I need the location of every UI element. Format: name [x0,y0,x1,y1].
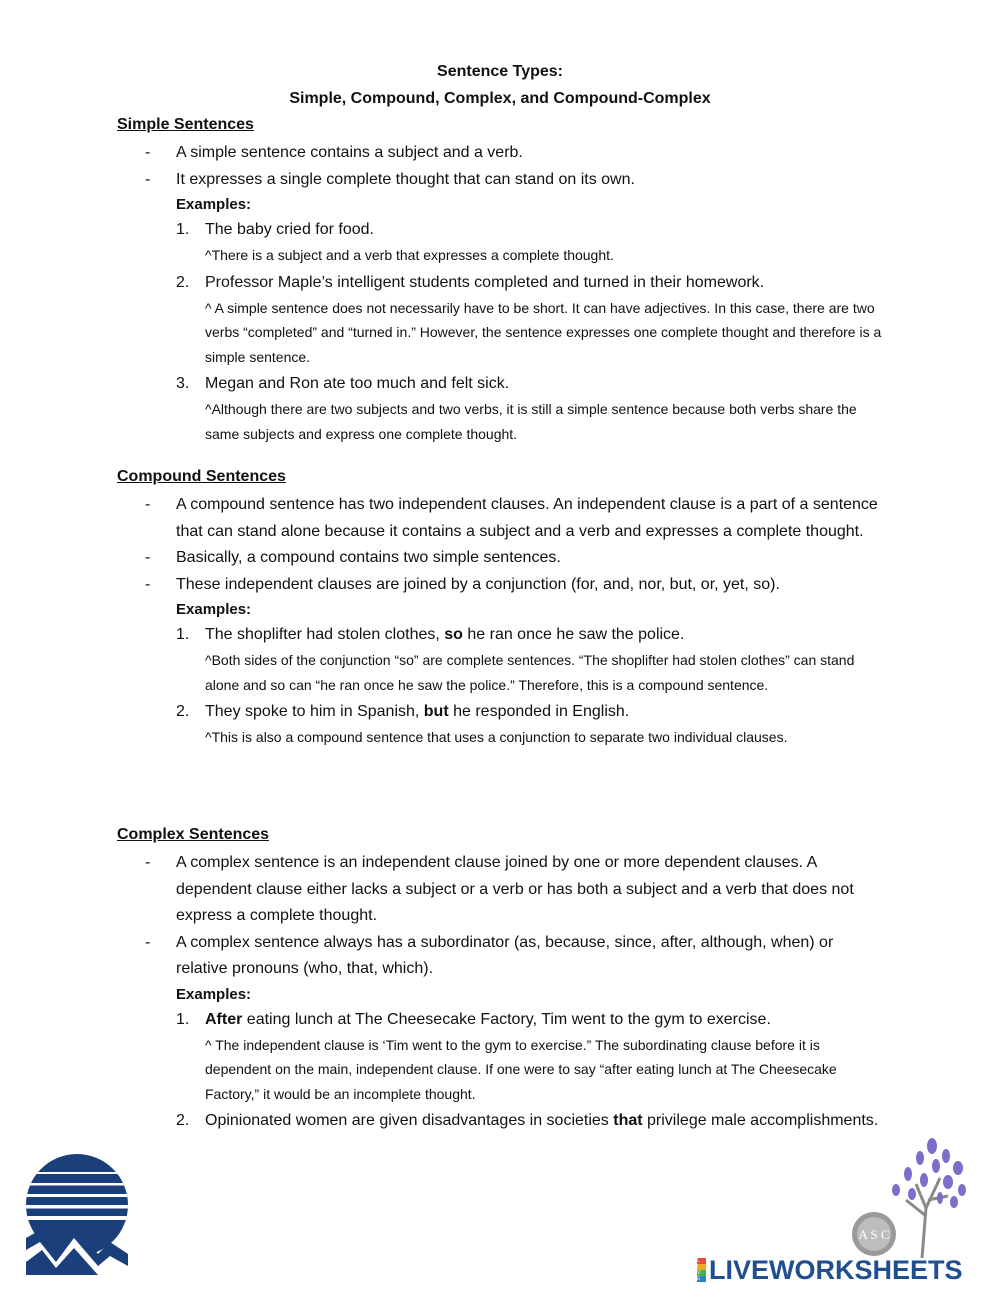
example-number: 1. [176,626,190,643]
example-item [117,270,887,296]
subordinator-word: After [205,1010,243,1028]
example-text: The baby cried for food. [205,221,374,238]
bullet-item: - A complex sentence always has a subordinator (as, because, since, after, although, when) or relative pronouns (who, that, which). [145,933,834,977]
live-box: L [697,1258,706,1264]
conjunction-word: but [423,703,449,720]
asc-logo-text: A S C [858,1227,890,1242]
example-number: 1. [176,221,190,238]
bullet-text: These independent clauses are joined by a conjunction (for, and, nor, but, or, yet, so). [176,575,780,593]
example-text-after: privilege male accomplishments. [642,1112,879,1129]
example-item [117,622,887,648]
bullet-item: - A complex sentence is an independent clause joined by one or more dependent clauses. A dependent clause either lacks a subject or a verb or has both a subject and a verb that does not express a complete thought. [145,854,854,924]
section-heading-simple: Simple Sentences [117,116,254,133]
bullet-text: It expresses a single complete thought that can stand on its own. [176,170,635,188]
example-item [117,699,887,725]
live-box: I [697,1264,706,1270]
relative-pronoun-word: that [613,1112,643,1129]
section-simple [117,114,887,448]
example-text-after: he responded in English. [448,703,630,720]
section-complex [117,824,887,1134]
example-number: 3. [176,375,190,392]
tree-asc-logo [836,1138,972,1258]
example-item [117,1108,887,1134]
section-heading-complex: Complex Sentences [117,826,270,843]
example-text-after: he ran once he saw the police. [462,626,685,643]
example-note: ^This is also a compound sentence that uses a conjunction to separate two individual clauses. [205,729,788,745]
bullet-item: - It expresses a single complete thought that can stand on its own. [145,170,635,188]
example-text: Professor Maple’s intelligent students completed and turned in their homework. [205,273,765,291]
examples-label: Examples: [176,985,252,1003]
bullet-item: - A compound sentence has two independent clauses. An independent clause is a part of a sentence that can stand alone because it contains a subject and a verb and expresses a complete thought. [145,496,878,540]
example-item [117,371,887,397]
live-color-boxes [697,1258,706,1282]
live-box: V [697,1270,706,1276]
example-note: ^ The independent clause is ‘Tim went to the gym to exercise.” The subordinating clause before it is dependent on the main, independent clause. If one were to say “after eating lunch at The Cheesecake Factory,” it would be an incomplete thought. [205,1036,837,1102]
liveworksheets-brand [697,1255,963,1285]
example-note: ^Both sides of the conjunction “so” are complete sentences. “The shoplifter had stolen clothes” can stand alone and so can “he ran once he saw the police.” Therefore, this is a compound sentence. [205,652,855,693]
examples-label: Examples: [176,196,252,213]
conjunction-word: so [444,626,463,643]
section-heading-compound: Compound Sentences [117,468,286,485]
example-text: Megan and Ron ate too much and felt sick. [205,375,510,392]
examples-label: Examples: [176,601,252,618]
example-number: 1. [176,1010,190,1028]
title-line-2: Simple, Compound, Complex, and Compound-Complex [289,90,711,107]
example-item [117,1007,887,1033]
bullet-item: - Basically, a compound contains two simple sentences. [145,549,561,566]
example-number: 2. [176,703,190,720]
brand-wordmark: LIVEWORKSHEETS [709,1254,963,1285]
bullet-text: A complex sentence is an independent clause joined by one or more dependent clauses. A dependent clause either lacks a subject or a verb or has both a subject and a verb that does not express a complete thought. [176,854,854,924]
live-box: E [697,1276,706,1282]
example-text-before: Opinionated women are given disadvantages in societies [205,1112,614,1129]
example-item [117,217,887,243]
section-compound [117,466,887,752]
example-note: ^There is a subject and a verb that expresses a complete thought. [205,247,614,263]
example-note: ^Although there are two subjects and two verbs, it is still a simple sentence because both verbs share the same subjects and express one complete thought. [205,401,857,442]
mountain-sun-logo [26,1150,128,1275]
example-text-before: They spoke to him in Spanish, [205,703,424,720]
bullet-text: Basically, a compound contains two simple sentences. [176,549,561,566]
bullet-text: A complex sentence always has a subordinator (as, because, since, after, although, when) or relative pronouns (who, that, which). [176,933,834,977]
title-block [0,58,1000,112]
example-note: ^ A simple sentence does not necessarily have to be short. It can have adjectives. In this case, there are two verbs “completed” and “turned in.” However, the sentence expresses one complete thought and therefore is a simple sentence. [205,299,882,365]
bullet-text: A simple sentence contains a subject and a verb. [176,144,523,161]
title-line-1: Sentence Types: [437,63,563,80]
bullet-item: - These independent clauses are joined by a conjunction (for, and, nor, but, or, yet, so). [145,575,780,593]
example-number: 2. [176,273,190,291]
bullet-item: - A simple sentence contains a subject and a verb. [145,144,523,161]
example-number: 2. [176,1112,190,1129]
example-text-before: The shoplifter had stolen clothes, [205,626,445,643]
bullet-text: A compound sentence has two independent clauses. An independent clause is a part of a sentence that can stand alone because it contains a subject and a verb and expresses a complete thought. [176,496,878,540]
example-text-after: eating lunch at The Cheesecake Factory, Tim went to the gym to exercise. [242,1010,771,1028]
